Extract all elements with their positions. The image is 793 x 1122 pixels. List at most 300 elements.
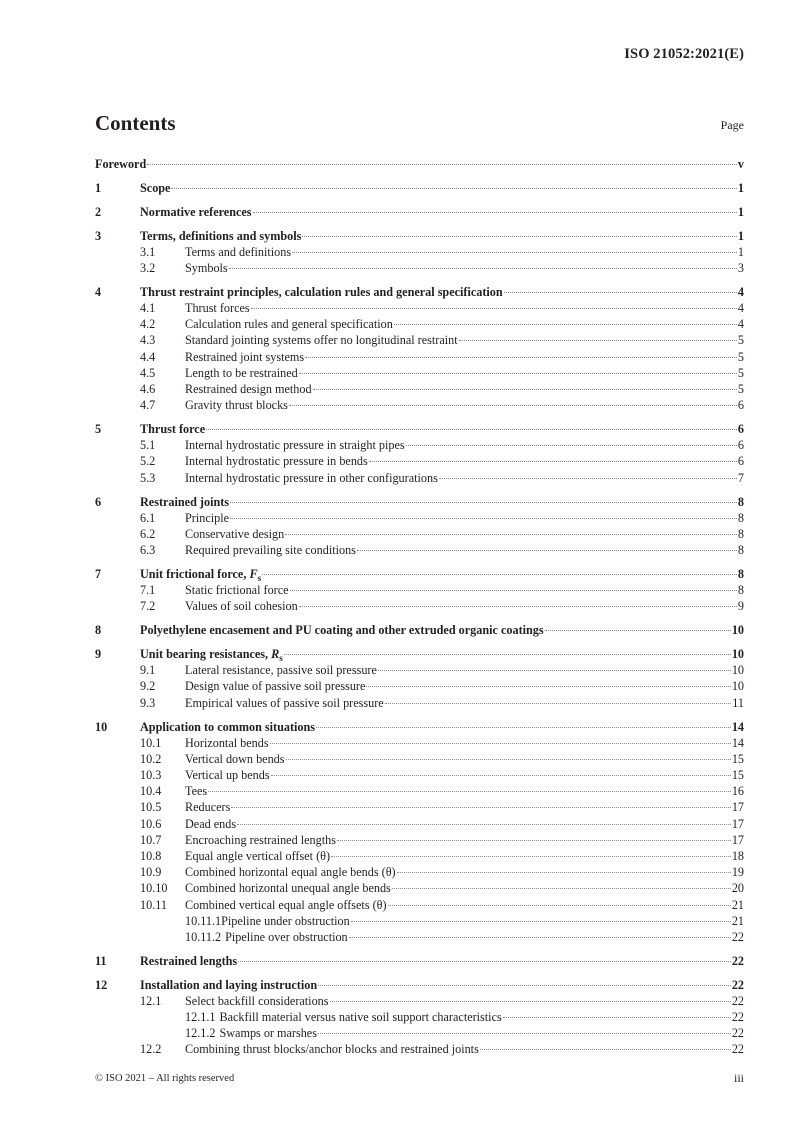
dot-leader (285, 534, 737, 535)
toc-entry[interactable] (95, 897, 744, 913)
toc-entry[interactable] (95, 421, 744, 437)
toc-entry-title[interactable] (185, 848, 330, 864)
toc-entry-page[interactable]: 18 (731, 849, 744, 863)
toc-entry[interactable] (95, 1009, 744, 1025)
toc-entry-title[interactable] (140, 494, 229, 510)
toc-entry-title-text: Restrained design method (185, 382, 312, 396)
toc-entry-title-text: Combining thrust blocks/anchor blocks and restrained joints (185, 1042, 479, 1057)
toc-entry-title[interactable] (140, 953, 237, 969)
toc-entry-title[interactable] (185, 783, 207, 799)
toc-entry-number: 4.6 (140, 382, 156, 396)
toc-entry-title[interactable] (185, 816, 236, 832)
toc-entry-page[interactable]: 17 (731, 800, 744, 815)
toc-entry[interactable] (95, 816, 744, 832)
toc-entry-title[interactable] (185, 365, 298, 381)
toc-entry-number: 4.4 (140, 349, 156, 364)
dot-leader (394, 324, 737, 325)
toc-entry-page[interactable]: 6 (737, 438, 744, 453)
toc-entry-number: 10.11.2 (185, 929, 222, 944)
toc-entry[interactable] (95, 332, 744, 348)
toc-entry[interactable] (95, 767, 744, 783)
toc-entry-page[interactable]: 14 (731, 735, 744, 750)
dot-leader (545, 630, 731, 631)
toc-entry[interactable] (95, 783, 744, 799)
page-column-label: Page (720, 118, 744, 132)
toc-entry[interactable] (95, 510, 744, 526)
toc-entry-number: 5.3 (140, 470, 156, 485)
toc-entry-title[interactable] (185, 799, 230, 815)
toc-entry-title[interactable] (185, 832, 336, 848)
toc-entry-title-text: Lateral resistance, passive soil pressure (185, 663, 377, 678)
dot-leader (147, 164, 737, 165)
toc-entry-page[interactable]: 7 (737, 470, 744, 485)
dot-leader (289, 405, 737, 406)
toc-entry[interactable] (95, 437, 744, 453)
toc-entry-title-text: Values of soil cohesion (185, 599, 298, 614)
toc-entry-number: 3.2 (140, 261, 156, 275)
toc-entry-page[interactable]: 6 (737, 454, 744, 469)
toc-entry[interactable] (95, 156, 744, 172)
toc-entry[interactable] (95, 204, 744, 220)
toc-entry[interactable] (95, 977, 744, 993)
toc-entry-number: 10.2 (140, 751, 162, 766)
toc-entry-page[interactable]: 17 (731, 816, 744, 831)
toc-entry-number: 3 (95, 228, 102, 243)
dot-leader (397, 872, 731, 873)
toc-entry-number: 5 (95, 422, 102, 437)
toc-entry-page[interactable]: 22 (731, 953, 744, 968)
toc-entry[interactable] (95, 598, 744, 614)
toc-entry-page[interactable]: 8 (737, 510, 744, 525)
toc-entry-number: 4.1 (140, 301, 156, 316)
table-of-contents (95, 156, 744, 1058)
toc-entry-page[interactable]: 22 (731, 929, 744, 944)
toc-entry-page[interactable]: 6 (737, 398, 744, 413)
toc-entry-title-text: Principle (185, 510, 230, 525)
dot-leader (229, 268, 737, 269)
toc-entry-page[interactable]: v (737, 157, 744, 171)
toc-entry-title[interactable] (185, 437, 405, 453)
toc-entry-page[interactable]: 10 (731, 663, 744, 678)
toc-entry-number: 10 (95, 719, 108, 734)
math-subscript: s (257, 572, 262, 583)
toc-entry-page[interactable]: 14 (731, 719, 744, 734)
toc-entry-title-text: Standard jointing systems offer no longitudinal restraint (185, 333, 458, 348)
toc-entry[interactable] (95, 864, 744, 880)
toc-entry-page[interactable]: 5 (737, 349, 744, 364)
toc-entry-number: 3.1 (140, 244, 156, 259)
toc-entry-number: 4.2 (140, 317, 156, 332)
document-identifier: ISO 21052:2021(E) (624, 46, 744, 62)
toc-entry[interactable] (95, 349, 744, 365)
toc-entry-page[interactable]: 15 (731, 751, 744, 766)
dot-leader (439, 478, 737, 479)
toc-entry-title[interactable] (185, 993, 329, 1009)
toc-entry-title[interactable] (185, 678, 365, 694)
toc-entry-title-text: Polyethylene encasement and PU coating and other extruded organic coatings (140, 623, 544, 638)
toc-entry[interactable] (95, 260, 744, 276)
toc-entry-title-text: Pipeline under obstruction (221, 913, 350, 928)
toc-entry-title[interactable] (185, 397, 288, 413)
page-number: iii (733, 1071, 744, 1085)
dot-leader (357, 550, 737, 551)
toc-entry-title[interactable] (185, 582, 289, 598)
toc-entry[interactable] (95, 913, 744, 929)
toc-entry-title[interactable] (140, 284, 503, 300)
dot-leader (351, 921, 731, 922)
toc-entry-title-text: Encroaching restrained lengths (185, 832, 336, 847)
toc-entry[interactable] (95, 228, 744, 244)
toc-entry-title-text: Length to be restrained (185, 365, 298, 380)
toc-entry-number: 6.1 (140, 510, 156, 525)
toc-entry-number: 6.2 (140, 526, 156, 541)
toc-entry[interactable] (95, 526, 744, 542)
toc-entry[interactable] (95, 719, 744, 735)
toc-entry-page[interactable]: 21 (731, 913, 744, 928)
toc-entry-title[interactable] (185, 751, 285, 767)
dot-leader (366, 686, 730, 687)
math-symbol: F (249, 566, 258, 581)
toc-entry-page[interactable]: 8 (737, 543, 744, 558)
toc-entry-page[interactable]: 8 (737, 566, 744, 581)
toc-entry-number: 9.1 (140, 663, 156, 678)
toc-entry-title-text: Equal angle vertical offset (θ) (185, 849, 331, 863)
toc-entry[interactable] (95, 494, 744, 510)
toc-entry-title[interactable] (185, 864, 396, 880)
toc-entry-title[interactable] (185, 1041, 479, 1057)
toc-entry[interactable] (95, 180, 744, 196)
copyright-notice: © ISO 2021 – All rights reserved (95, 1073, 235, 1084)
toc-entry-title[interactable] (185, 662, 377, 678)
toc-entry-page[interactable]: 4 (737, 317, 744, 332)
toc-entry-title-text: Tees (185, 784, 208, 799)
toc-entry-title[interactable] (185, 767, 270, 783)
toc-entry[interactable] (95, 678, 744, 694)
toc-entry-number: 7 (95, 566, 102, 581)
toc-entry-title-text: Select backfill considerations (185, 993, 329, 1008)
toc-entry-page[interactable]: 6 (737, 422, 744, 437)
toc-entry-number: 6.3 (140, 543, 156, 558)
toc-entry[interactable] (95, 880, 744, 896)
dot-leader (302, 236, 737, 237)
dot-leader (206, 429, 737, 430)
toc-entry-title-text: Combined horizontal unequal angle bends (185, 881, 391, 896)
toc-entry-page[interactable]: 8 (737, 494, 744, 509)
dot-leader (349, 937, 731, 938)
dot-leader (271, 775, 731, 776)
dot-leader (253, 212, 737, 213)
toc-entry-number: 4.5 (140, 365, 156, 380)
toc-entry-number: 10.6 (140, 816, 162, 831)
toc-entry-title-text: Thrust restraint principles, calculation rules and general specification (140, 284, 503, 299)
toc-entry-title-text: Empirical values of passive soil pressure (185, 695, 384, 710)
toc-entry-number: 10.9 (140, 865, 162, 880)
toc-entry-title[interactable] (185, 244, 291, 260)
toc-entry-title[interactable] (185, 332, 458, 348)
toc-entry-page[interactable]: 19 (731, 865, 744, 880)
dot-leader (337, 840, 731, 841)
toc-entry-page[interactable]: 10 (731, 647, 744, 662)
toc-entry-title-text: Application to common situations (140, 719, 316, 734)
toc-entry-title[interactable] (185, 349, 304, 365)
dot-leader (318, 985, 731, 986)
page-title: Contents (95, 111, 176, 135)
toc-entry[interactable] (95, 929, 744, 945)
toc-entry-number: 12.1.1 (185, 1010, 216, 1025)
toc-entry-title[interactable] (140, 719, 315, 735)
dot-leader (231, 807, 730, 808)
toc-entry[interactable] (95, 832, 744, 848)
toc-entry-page[interactable]: 8 (737, 583, 744, 598)
dot-leader (299, 606, 737, 607)
toc-entry[interactable] (95, 953, 744, 969)
toc-entry-page[interactable]: 1 (737, 244, 744, 259)
toc-entry[interactable] (95, 453, 744, 469)
toc-entry-title[interactable] (140, 180, 170, 196)
dot-leader (369, 461, 737, 462)
toc-entry-number: 12.1 (140, 993, 162, 1008)
toc-entry-title-text: Restrained lengths (140, 953, 238, 968)
toc-entry[interactable] (95, 993, 744, 1009)
toc-entry-number: 9 (95, 647, 102, 662)
dot-leader (330, 1001, 731, 1002)
toc-entry[interactable] (95, 662, 744, 678)
toc-entry-title-text: Static frictional force (185, 583, 289, 598)
math-symbol: R (271, 647, 280, 662)
dot-leader (230, 502, 737, 503)
toc-entry[interactable] (95, 381, 744, 397)
toc-entry-number: 10.3 (140, 768, 162, 783)
dot-leader (230, 518, 737, 519)
dot-leader (238, 961, 731, 962)
toc-entry-page[interactable]: 1 (737, 180, 744, 195)
toc-entry-title[interactable] (185, 897, 387, 913)
toc-entry-title-text: Thrust force (140, 422, 206, 437)
toc-entry-title-text: Reducers (185, 800, 231, 815)
toc-entry-title-text: Vertical up bends (185, 768, 270, 783)
toc-entry-number: 4.7 (140, 398, 156, 413)
toc-entry[interactable] (95, 284, 744, 300)
toc-entry-title-text: Normative references (140, 204, 252, 219)
toc-entry-number: 10.10 (140, 881, 168, 896)
toc-entry[interactable] (95, 365, 744, 381)
toc-entry-number: 5.2 (140, 454, 156, 469)
toc-entry-title[interactable] (185, 470, 438, 486)
toc-entry-number: 7.1 (140, 583, 156, 598)
toc-entry-title[interactable] (140, 228, 301, 244)
toc-entry[interactable] (95, 695, 744, 711)
dot-leader (237, 824, 731, 825)
toc-entry[interactable] (95, 735, 744, 751)
dot-leader (313, 389, 737, 390)
toc-entry-page[interactable]: 22 (731, 1010, 744, 1025)
toc-entry-number: 7.2 (140, 599, 156, 614)
toc-entry-number: 10.7 (140, 832, 162, 847)
toc-entry-page[interactable]: 4 (737, 284, 744, 299)
toc-entry-number: 10.8 (140, 849, 162, 863)
toc-entry[interactable] (95, 470, 744, 486)
toc-entry-title-text: Required prevailing site conditions (185, 543, 356, 558)
toc-entry-title-text: Pipeline over obstruction (225, 929, 348, 944)
toc-entry[interactable] (95, 244, 744, 260)
toc-entry-number: 10.1 (140, 735, 162, 750)
toc-entry[interactable] (95, 799, 744, 815)
dot-leader (406, 445, 737, 446)
dot-leader (378, 670, 731, 671)
dot-leader (305, 357, 737, 358)
toc-entry-number: 8 (95, 623, 102, 638)
toc-entry-page[interactable]: 22 (731, 993, 744, 1008)
dot-leader (392, 888, 731, 889)
toc-entry-title[interactable] (185, 695, 384, 711)
toc-entry-page[interactable]: 17 (731, 832, 744, 847)
toc-entry-title-text: Vertical down bends (185, 751, 285, 766)
toc-entry-number: 10.4 (140, 784, 162, 799)
toc-entry-page[interactable]: 21 (731, 897, 744, 912)
toc-entry-number: 9.2 (140, 679, 156, 694)
dot-leader (251, 308, 737, 309)
toc-entry-title[interactable] (185, 316, 393, 332)
toc-entry[interactable] (95, 751, 744, 767)
toc-entry-number: 5.1 (140, 438, 156, 453)
toc-entry-title[interactable] (140, 204, 252, 220)
toc-entry-page[interactable]: 5 (737, 365, 744, 380)
toc-entry-title[interactable] (219, 1009, 501, 1025)
toc-entry-page[interactable]: 22 (731, 1042, 744, 1057)
dot-leader (208, 791, 731, 792)
toc-entry-title-text: Scope (140, 180, 171, 195)
toc-entry-title[interactable] (185, 260, 228, 276)
toc-entry-page[interactable]: 5 (737, 382, 744, 396)
dot-leader (504, 292, 737, 293)
toc-entry-title-text: Combined horizontal equal angle bends (θ) (185, 865, 396, 880)
toc-entry-page[interactable]: 22 (731, 977, 744, 992)
toc-entry-title-text: Gravity thrust blocks (185, 398, 288, 413)
toc-entry-number: 12.2 (140, 1042, 162, 1057)
toc-entry-title-text: Conservative design (185, 526, 285, 541)
toc-entry[interactable] (95, 848, 744, 864)
toc-entry[interactable] (95, 1025, 744, 1041)
toc-entry-number: 10.11 (140, 897, 167, 912)
toc-entry-page[interactable]: 9 (737, 599, 744, 614)
toc-entry-title-text: Foreword (95, 157, 147, 171)
toc-entry-title-text: Unit frictional force, (140, 566, 250, 581)
toc-entry-title[interactable] (185, 300, 250, 316)
toc-entry-title[interactable] (225, 929, 348, 945)
toc-entry-title[interactable] (140, 421, 205, 437)
toc-entry-title-text: Internal hydrostatic pressure in straight pipes (185, 438, 405, 453)
toc-entry-page[interactable]: 3 (737, 261, 744, 275)
dot-leader (331, 856, 731, 857)
toc-entry[interactable] (95, 566, 744, 582)
toc-entry-number: 10.11.1 (185, 913, 222, 928)
toc-entry-title-text: Symbols (185, 261, 228, 275)
dot-leader (299, 373, 737, 374)
toc-entry-number: 2 (95, 204, 102, 219)
toc-entry-page[interactable]: 10 (731, 623, 744, 638)
toc-entry-page[interactable]: 16 (731, 784, 744, 799)
dot-leader (385, 703, 732, 704)
toc-entry-title-text: Design value of passive soil pressure (185, 679, 366, 694)
toc-entry[interactable] (95, 316, 744, 332)
toc-entry-title-text: Calculation rules and general specification (185, 317, 393, 332)
toc-entry-page[interactable]: 1 (737, 204, 744, 219)
toc-entry-page[interactable]: 10 (731, 679, 744, 694)
toc-entry[interactable] (95, 582, 744, 598)
toc-entry-number: 1 (95, 180, 102, 195)
toc-entry-number: 4.3 (140, 333, 156, 348)
dot-leader (388, 905, 731, 906)
toc-entry-title[interactable] (185, 510, 229, 526)
toc-entry-page[interactable]: 22 (731, 1026, 744, 1041)
toc-entry-page[interactable]: 8 (737, 526, 744, 541)
dot-leader (318, 1033, 731, 1034)
toc-entry-page[interactable]: 4 (737, 301, 744, 316)
toc-entry-title-text: Terms, definitions and symbols (140, 228, 302, 243)
toc-entry-title[interactable] (221, 913, 350, 929)
toc-entry-title[interactable] (219, 1025, 317, 1041)
toc-entry-title-text: Thrust forces (185, 301, 250, 316)
dot-leader (284, 654, 731, 655)
toc-entry-title[interactable] (140, 622, 544, 638)
toc-entry[interactable] (95, 646, 744, 662)
toc-entry-title[interactable] (185, 381, 312, 397)
toc-entry[interactable] (95, 542, 744, 558)
toc-entry-title-text: Internal hydrostatic pressure in other configurations (185, 470, 438, 485)
toc-entry-title-text: Terms and definitions (185, 244, 292, 259)
dot-leader (290, 590, 737, 591)
toc-entry-number: 6 (95, 494, 102, 509)
toc-entry-title[interactable] (185, 453, 368, 469)
dot-leader (171, 188, 736, 189)
toc-entry-page[interactable]: 11 (732, 695, 744, 710)
dot-leader (270, 743, 731, 744)
dot-leader (316, 727, 731, 728)
toc-entry-title-text: Dead ends (185, 816, 237, 831)
toc-entry-title-text: Installation and laying instruction (140, 977, 318, 992)
toc-entry[interactable] (95, 1041, 744, 1057)
toc-entry-title-text: Restrained joint systems (185, 349, 305, 364)
toc-entry-title[interactable] (140, 977, 317, 993)
toc-entry[interactable] (95, 300, 744, 316)
toc-entry-number: 9.3 (140, 695, 156, 710)
toc-entry-title[interactable] (95, 156, 146, 172)
toc-entry-title[interactable] (185, 526, 284, 542)
toc-entry-title-text: Backfill material versus native soil support characteristics (219, 1010, 502, 1025)
toc-entry-title-text: Swamps or marshes (219, 1026, 317, 1041)
toc-entry-page[interactable]: 20 (731, 881, 744, 896)
toc-entry-title-text: Combined vertical equal angle offsets (θ) (185, 897, 387, 912)
toc-entry[interactable] (95, 397, 744, 413)
toc-entry-number: 4 (95, 284, 102, 299)
toc-entry-title[interactable] (185, 598, 298, 614)
toc-entry-page[interactable]: 1 (737, 228, 744, 243)
dot-leader (503, 1017, 731, 1018)
toc-entry-title[interactable] (185, 542, 356, 558)
toc-entry-title-text: Internal hydrostatic pressure in bends (185, 454, 368, 469)
dot-leader (262, 574, 737, 575)
toc-entry-title-text: Horizontal bends (185, 735, 269, 750)
toc-entry-title-text: Unit bearing resistances, (140, 647, 272, 662)
toc-entry-page[interactable]: 5 (737, 333, 744, 348)
toc-entry[interactable] (95, 622, 744, 638)
toc-entry-number: 12.1.2 (185, 1026, 216, 1041)
toc-entry-number: 12 (95, 977, 108, 992)
toc-entry-page[interactable]: 15 (731, 768, 744, 783)
dot-leader (292, 252, 737, 253)
toc-entry-title[interactable] (185, 880, 391, 896)
toc-entry-title[interactable] (185, 735, 269, 751)
